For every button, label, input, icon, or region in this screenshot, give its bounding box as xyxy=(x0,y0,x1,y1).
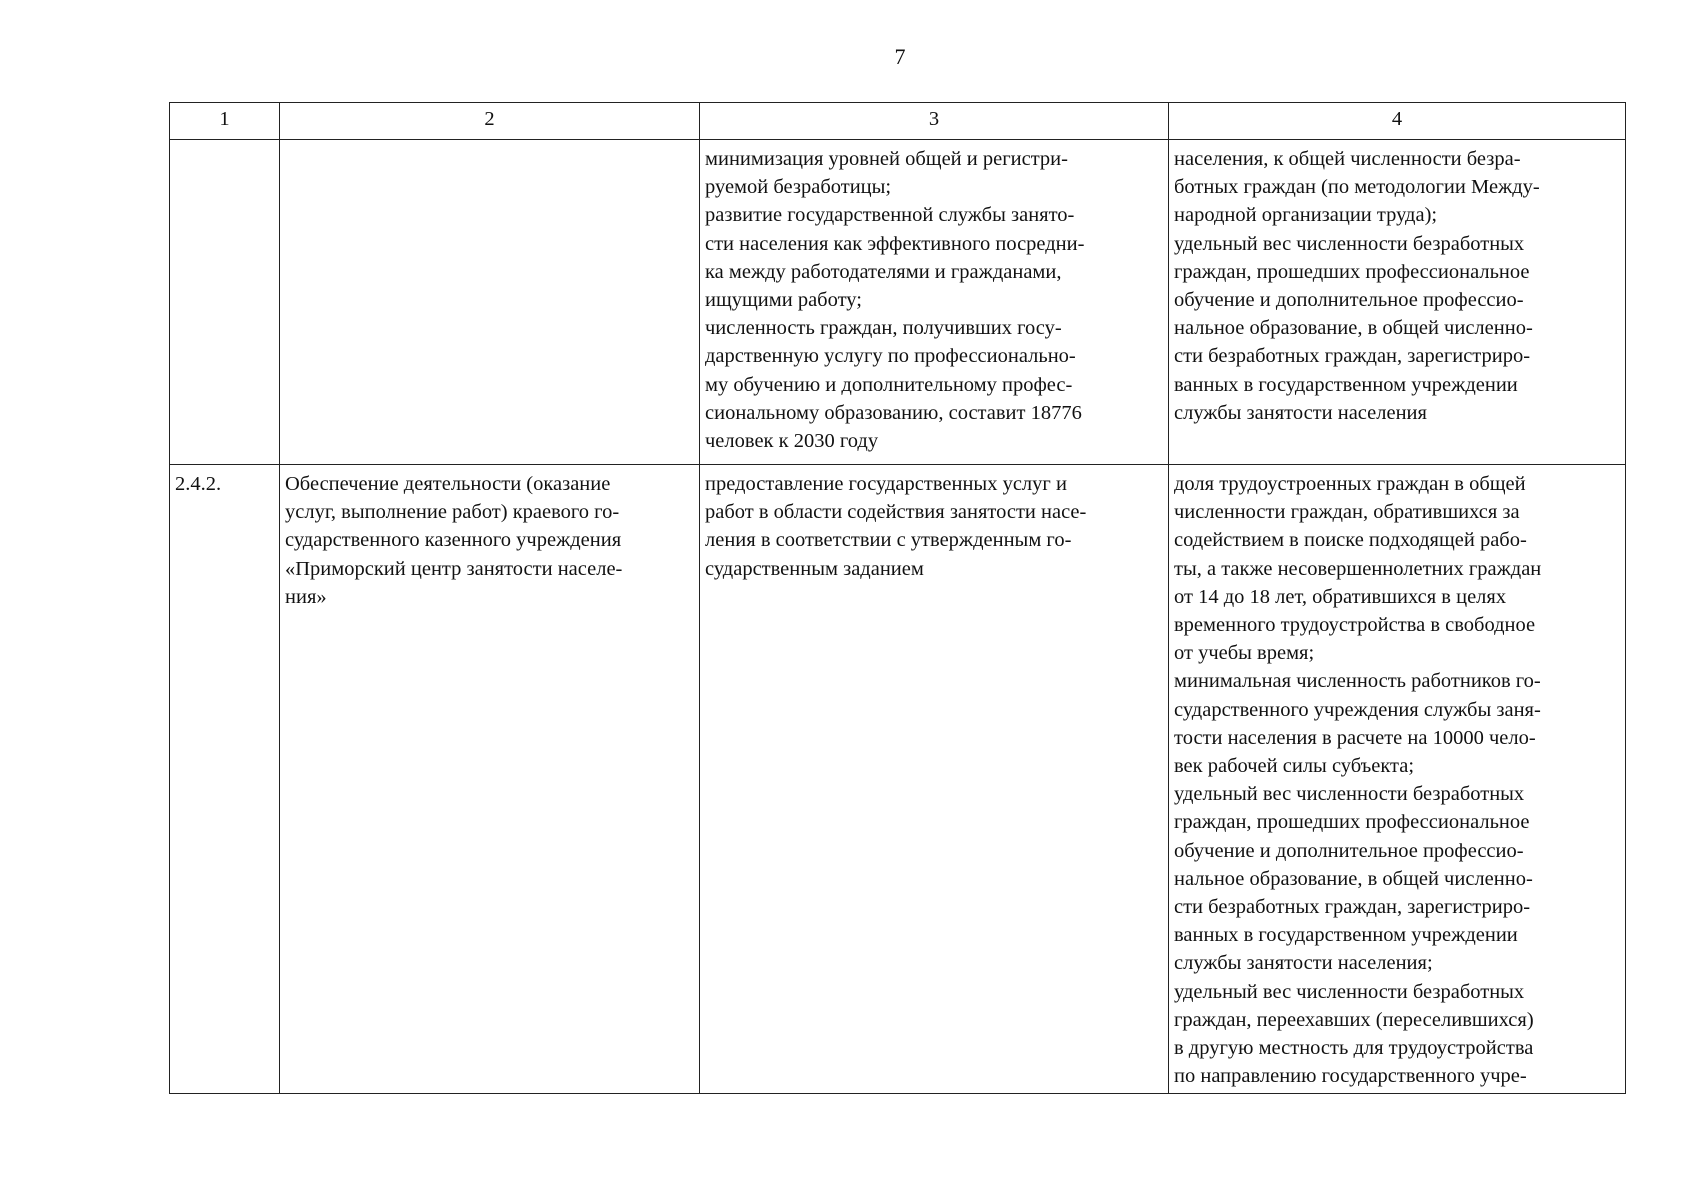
table-row xyxy=(170,465,1626,1094)
measure-name-cell: Обеспечение деятельности (оказание услуг, выполнение работ) краевого го- сударственного казенного учреждения «Приморский центр занятости населе- ния» xyxy=(280,465,700,1094)
expected-result-cell: предоставление государственных услуг и работ в области содействия занятости насе- ления в соответствии с утвержденным го- сударственным заданием xyxy=(700,465,1169,1094)
page-number: 7 xyxy=(894,44,906,69)
table-header-row xyxy=(170,103,1626,140)
column-header-3: 3 xyxy=(700,103,1169,140)
column-header-1: 1 xyxy=(170,103,280,140)
indicator-cell: населения, к общей численности безра- ботных граждан (по методологии Между- народной организации труда); удельный вес численности безработных граждан, прошедших профессиональное обучение и дополнительное профессио- нальное образование, в общей численно- сти безработных граждан, зарегистриро- ванных в государственном учреждении службы занятости населения xyxy=(1169,140,1626,465)
expected-result-cell: минимизация уровней общей и регистри- руемой безработицы; развитие государственной службы занято- сти населения как эффективного посредни- ка между работодателями и гражданами, ищущими работу; численность граждан, получивших госу- дарственную услугу по профессионально- му обучению и дополнительному профес- сиональному образованию, составит 18776 человек к 2030 году xyxy=(700,140,1169,465)
table-row xyxy=(170,140,1626,465)
content-table xyxy=(169,102,1626,1094)
row-number-cell: 2.4.2. xyxy=(170,465,280,1094)
measure-name-cell xyxy=(280,140,700,465)
indicator-cell: доля трудоустроенных граждан в общей численности граждан, обратившихся за содействием в поиске подходящей рабо- ты, а также несовершеннолетних граждан от 14 до 18 лет, обратившихся в целях временного трудоустройства в свободное от учебы время; минимальная численность работников го- сударственного учреждения службы заня- тости населения в расчете на 10000 чело- век рабочей силы субъекта; удельный вес численности безработных граждан, прошедших профессиональное обучение и дополнительное профессио- нальное образование, в общей численно- сти безработных граждан, зарегистриро- ванных в государственном учреждении службы занятости населения; удельный вес численности безработных граждан, переехавших (переселившихся) в другую местность для трудоустройства по направлению государственного учре- xyxy=(1169,465,1626,1094)
row-number-cell xyxy=(170,140,280,465)
column-header-4: 4 xyxy=(1169,103,1626,140)
column-header-2: 2 xyxy=(280,103,700,140)
